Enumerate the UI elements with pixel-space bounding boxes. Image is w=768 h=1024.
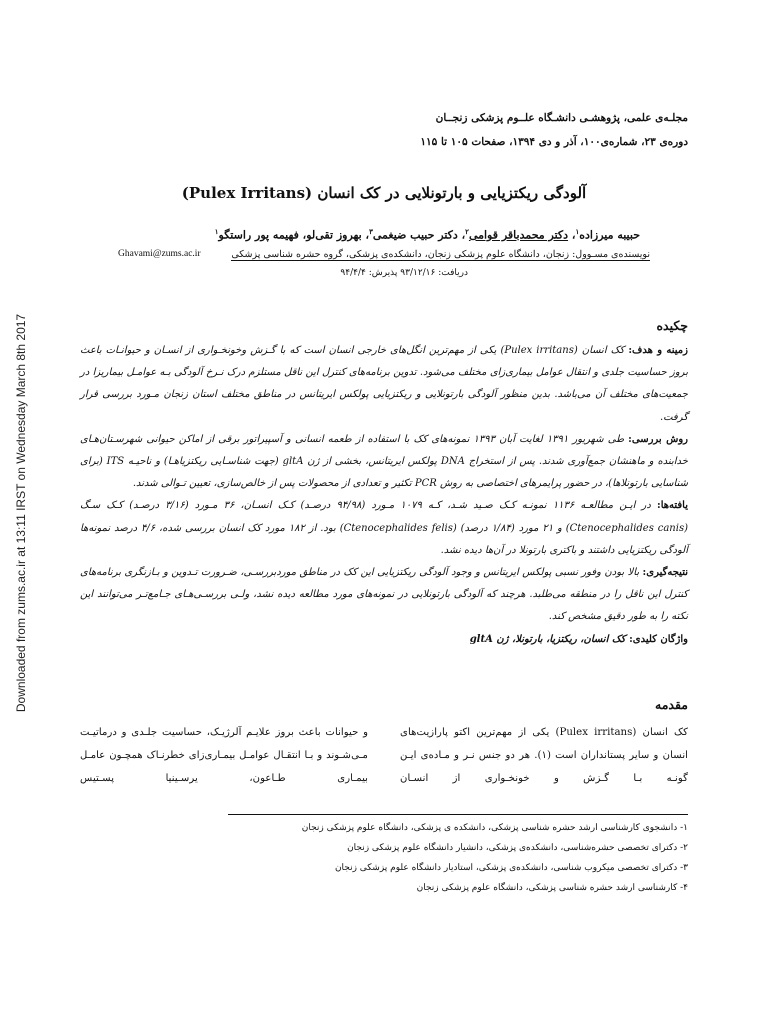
abstract-results [80,495,688,562]
results-label: یافته‌ها: [657,500,689,512]
paper-title: آلودگی ریکتزیایی و بارتونلایی در کک انسان (Pulex Irritans) [181,184,587,202]
footnote-3: ۳- دکترای تخصصی میکروب شناسی، دانشکده‌ی پزشکی، استادیار دانشگاه علوم پزشکی زنجان [334,863,688,873]
footnote-2: ۲- دکترای تخصصی حشره‌شناسی، دانشکده‌ی پزشکی، دانشیار دانشگاه علوم پزشکی زنجان [347,843,688,853]
received-accepted-dates: دریافت: ۹۳/۱۲/۱۶ پذیرش: ۹۴/۴/۴ [340,268,468,278]
abstract-conclusion [80,562,688,629]
conclusion-text: بالا بودن وفور نسبی پولکس ایریتانس و وجود آلودگی ریکتزیایی این کک در مناطق موردبررسـی، ضـرورت تـدوین و بـازنگری برنامه‌های کنترل این ناقل را در منطقه می‌طلبد. هرچند که آلودگی بارتونلایی در نمونه‌های مورد مطالعه دیده نشد، ولـی بررسـی‌هـای جـامع‌تـر می‌توانند این نکته را به طور دقیق مشخص کند. [80,567,688,623]
intro-column-left: و حیوانات باعث بروز علایـم آلرژیـک، حساسیت جلـدی و درماتیـت مـی‌شـوند و بـا انتقـال عوامـل بیمـاری‌زای خطرنـاک همچـون عامـل بیمـاری طـاعون، یرسـینیا پسـتیس [80,727,368,784]
abstract-heading: چکیده [656,318,688,333]
intro-column-right: کک انسان (Pulex irritans) یکی از مهم‌ترین اکتو پارازیت‌های انسان و سایر پستانداران است (۱). هر دو جنس نـر و مـاده‌ی ایـن گونـه بـا گـزش و خونخـواری از انسـان [400,727,689,784]
footnote-4: ۴- کارشناسی ارشد حشره شناسی پزشکی، دانشگاه علوم پزشکی زنجان [416,883,688,893]
download-watermark: Downloaded from zums.ac.ir at 13:11 IRST on Wednesday March 8th 2017 [14,313,28,713]
author-2-affiliation: ۲ [465,227,469,236]
footnote-divider [228,814,688,815]
results-text: در ایـن مطالعـه ۱۱۳۶ نمونـه کـک صـید شـد، کـه ۱۰۷۹ مـورد (۹۴/۹۸ درصـد) کـک انسـان، ۳۶ مـورد (۳/۱۶ درصـد) کـک سـگ (Ctenocephalides canis) و ۲۱ مورد (۱/۸۴ درصد) (Ctenocephalides felis) بود. از ۱۸۲ مورد کک انسان بررسی شده، ۴/۶ درصد نمونه‌ها آلودگی ریکتزیایی داشتند و باکتری بارتونلا در آن‌ها دیده نشد. [80,500,688,556]
keywords-text: کک انسان، ریکتزیا، بارتونلا، ژن gltA [469,633,626,645]
methods-text: طی شهریور ۱۳۹۱ لغایت آبان ۱۳۹۳ نمونه‌های کک با استفاده از طعمه انسانی و آسپیراتور برقی از اماکن حیوانی شهرسـتان‌هـای خدابنده و ماهنشان جمع‌آوری شدند. پس از استخراج DNA پولکس ایریتانس، بخشی از ژن gltA (جهت شناسـایی ریکتزیاهـا) و ناحیـه ITS (برای شناسایی بارتونلاها)، در حضور پرایمرهای اختصاصی به روش PCR تکثیر و تعدادی از محصولات پس از خالص‌سازی، تعیین تـوالی شدند. [80,433,688,490]
abstract-keywords [80,629,688,651]
author-4-5: بهروز تقی‌لو، فهیمه پور راستگو [218,228,362,242]
journal-name: مجلـه‌ی علمی، پژوهشـی دانشـگاه علــوم پزشکی زنجــان [435,112,688,124]
keywords-label: واژگان کلیدی: [629,633,688,645]
correspondence-line [118,249,650,261]
author-1-affiliation: ۱ [575,227,580,236]
abstract-body [80,340,688,651]
abstract-background [80,340,688,429]
intro-heading: مقدمه [655,697,688,712]
author-list: حبیبه میرزاده$^۱$، دکتر محمدباقر قوامی$^۲$، دکتر حبیب ضیغمی$^۳$، بهروز تقی‌لو، فهیمه پور راستگو$^۱$ [214,227,640,242]
author-3-affiliation: ۳ [369,227,373,236]
background-text: کک انسان (Pulex irritans) یکی از مهم‌ترین انگل‌های خارجی انسان است که با گـزش وخونخـواری از انسـان و حیوانـات باعث بروز حساسیت جلدی و انتقال عوامل بیماری‌زای مختلف می‌شود. تدوین برنامه‌های کنترل این ناقل مستلزم درک نـرخ آلودگی بـه عوامـل بیماریزا در جمعیت‌های مختلف آن می‌باشد. بدین منظور آلودگی بارتونلایی و ریکتزیایی پولکس ایریتانس در مناطق مختلف استان زنجان مـورد بررسی قرار گرفت. [80,345,688,423]
methods-label: روش بررسی: [628,433,688,445]
abstract-methods [80,429,688,496]
conclusion-label: نتیجه‌گیری: [642,567,688,579]
footnote-1: ۱- دانشجوی کارشناسی ارشد حشره شناسی پزشکی، دانشکده ی پزشکی، دانشگاه علوم پزشکی زنجان [301,823,688,833]
background-label: زمینه و هدف: [628,345,688,356]
author-4-5-affiliation: ۱ [214,227,219,236]
author-3: دکتر حبیب ضیغمی [372,228,458,242]
corresponding-email[interactable]: Ghavami@zums.ac.ir [118,249,201,259]
author-2-corresponding: دکتر محمدباقر قوامی [468,228,569,242]
author-1: حبیبه میرزاده [579,228,640,242]
journal-issue: دوره‌ی ۲۳، شماره‌ی۱۰۰، آذر و دی ۱۳۹۴، صفحات ۱۰۵ تا ۱۱۵ [420,136,688,148]
corresponding-address: نویسنده‌ی مسـوول: زنجان، دانشگاه علوم پزشکی زنجان، دانشکده‌ی پزشکی، گروه حشره شناسی پزشکی [231,249,650,260]
